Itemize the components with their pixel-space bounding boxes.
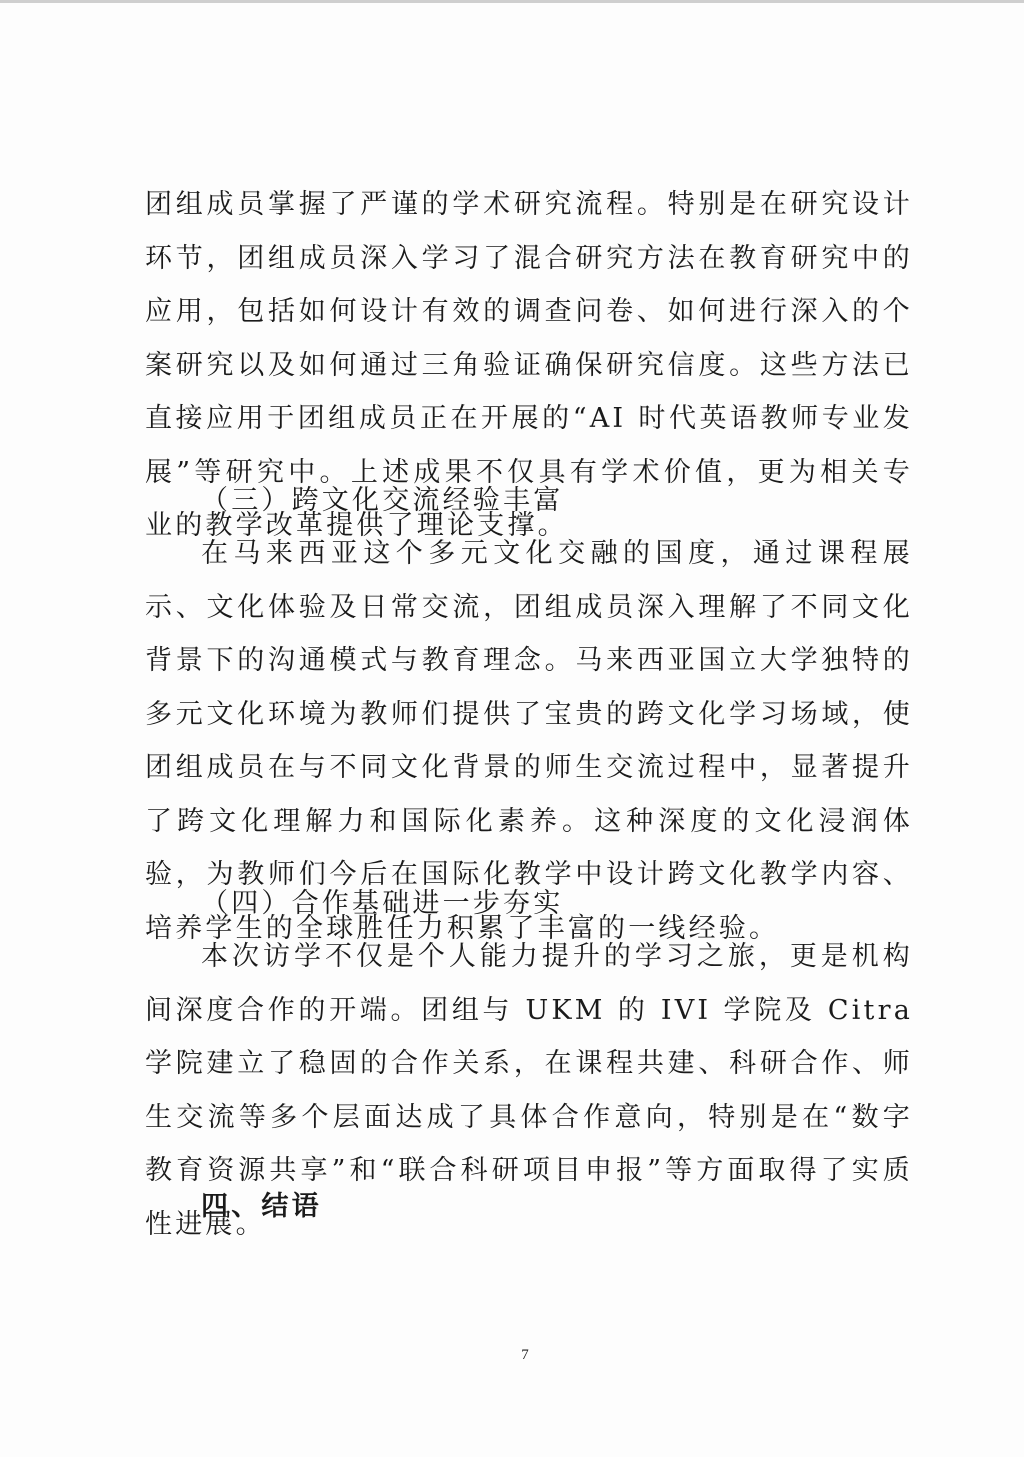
page-top-edge — [0, 0, 1024, 3]
paragraph-research-process: 团组成员掌握了严谨的学术研究流程。特别是在研究设计环节，团组成员深入学习了混合研究方法在教育研究中的应用，包括如何设计有效的调查问卷、如何进行深入的个案研究以及如何通过三角验证确保研究信度。这些方法已直接应用于团组成员正在开展的“AI 时代英语教师专业发展”等研究中。上述成果不仅具有学术价值，更为相关专业的教学改革提供了理论支撑。 — [145, 189, 913, 541]
paragraph-cross-cultural: 在马来西亚这个多元文化交融的国度，通过课程展示、文化体验及日常交流，团组成员深入理解了不同文化背景下的沟通模式与教育理念。马来西亚国立大学独特的多元文化环境为教师们提供了宝贵的跨文化学习场域，使团组成员在与不同文化背景的师生交流过程中，显著提升了跨文化理解力和国际化素养。这种深度的文化浸润体验，为教师们今后在国际化教学中设计跨文化教学内容、培养学生的全球胜任力积累了丰富的一线经验。 — [145, 538, 913, 944]
page-number: 7 — [521, 1347, 529, 1363]
subheading-cross-cultural-experience: （三）跨文化交流经验丰富 — [201, 485, 564, 516]
section-heading-conclusion: 四、结语 — [201, 1191, 322, 1222]
subheading-cooperation-foundation: （四）合作基础进一步夯实 — [201, 888, 564, 919]
paragraph-cooperation: 本次访学不仅是个人能力提升的学习之旅，更是机构间深度合作的开端。团组与 UKM 的 IVI 学院及 Citra 学院建立了稳固的合作关系，在课程共建、科研合作、师生交流等多个层面达成了具体合作意向，特别是在“数字教育资源共享”和“联合科研项目申报”等方面取得了实质性进展。 — [145, 941, 913, 1240]
